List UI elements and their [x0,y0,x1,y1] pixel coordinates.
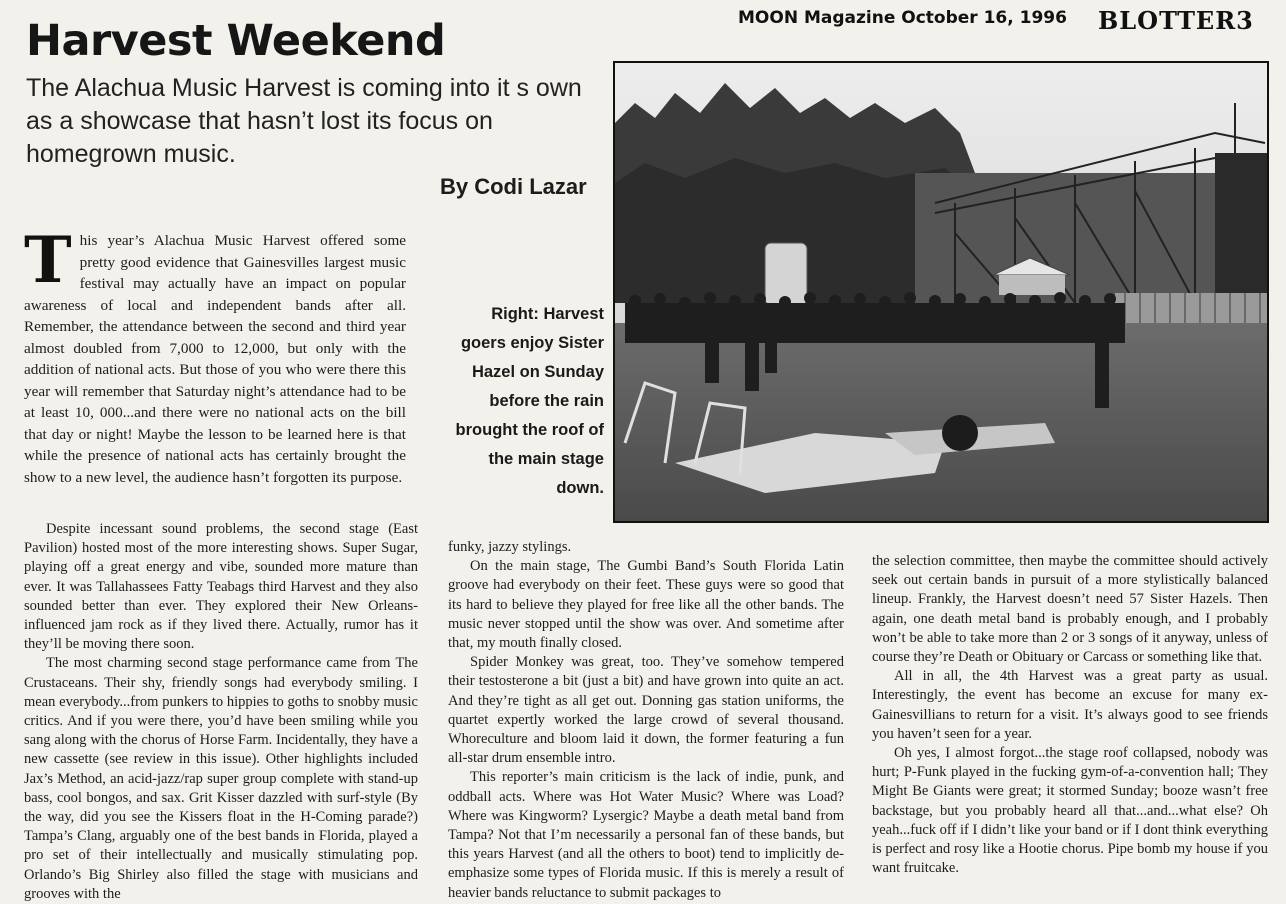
section-tag: BLOTTER3 [1098,6,1254,35]
lead-paragraph [24,223,406,488]
masthead-publication: MOON Magazine October 16, 1996 [738,8,1067,28]
byline: By Codi Lazar [440,174,587,199]
festival-photo [613,61,1269,523]
paragraph: On the main stage, The Gumbi Band’s South Florida Latin groove had everybody on their feet. These guys were so good that its hard to believe they played for free like all the other bands. The music never stopped until the show was over. And sometime after that, my mouth finally closed. [448,558,844,652]
paragraph: This reporter’s main criticism is the lack of indie, punk, and oddball acts. Where was Hot Water Music? Where was Load? Where was Kingworm? Lysergic? Maybe a death metal band from Tampa? Not that I’m necessarily a personal fan of these bands, but this years Harvest (and all the others to boot) tend to implicitly de-emphasize some types of Florida music. If this is merely a result of heavier bands reluctance to submit packages to [448,769,844,901]
paragraph-continued: funky, jazzy stylings. [448,539,572,555]
festival-photo-illustration [615,63,1267,521]
photo-caption: Right: Harvest goers enjoy Sister Hazel on Sunday before the rain brought the roof of the main stage down. [455,305,604,497]
article-column-3 [872,552,1268,878]
paragraph: Oh yes, I almost forgot...the stage roof collapsed, nobody was hurt; P-Funk played in the fucking gym-of-a-convention hall; They Might Be Giants were great; it stormed Sunday; booze wasn’t free backstage, but you probably heard all that...and...what else? Oh yeah...fuck off if I didn’t like your band or if I dont think everything is perfect and rosy like a Hootie chorus. Pipe bomb my house if you want fruitcake. [872,745,1268,877]
article-column-1 [24,520,418,904]
paragraph: Despite incessant sound problems, the second stage (East Pavilion) hosted most of the more interesting shows. Super Sugar, playing off a great energy and vibe, sounded more mature than ever. It was Tallahassees Fatty Teabags third Harvest and they also sounded better than ever. They explored their New Orleans-influenced jam rock as if they lived there. Actually, rumor has it they’ll be moving there soon. [24,521,418,653]
drop-cap: T [24,223,72,298]
deck: The Alachua Music Harvest is coming into it s own as a showcase that hasn’t lost its focus on homegrown music. [26,74,582,168]
paragraph: All in all, the 4th Harvest was a great party as usual. Interestingly, the event has become an excuse for many ex-Gainesvillians to return for a visit. It’s always good to see friends you haven’t seen for a year. [872,668,1268,742]
article-column-2 [448,538,844,903]
paragraph: The most charming second stage performance came from The Crustaceans. Their shy, friendly songs had everybody smiling. I mean everybody...from punkers to hippies to goths to snobby music critics. And if you were there, you’d have been smiling while you sang along with the chorus of Horse Farm. Incidentally, they have a new cassette (see review in this issue). Other highlights included Jax’s Method, an acid-jazz/rap super group complete with stand-up bass, cool bongos, and sax. Grit Kisser dazzled with surf-style (By the way, did you see the Kissers float in the H-Coming parade?) Tampa’s Clang, arguably one of the best bands in Florida, played a pro set of their intellectually and musically stimulating pop. Orlando’s Big Shirley also filled the stage with musicians and grooves with the [24,655,418,902]
lead-text: his year’s Alachua Music Harvest offered some pretty good evidence that Gainesvilles largest music festival may actually have an impact on popular awareness of local and independent bands after all. Remember, the attendance between the second and third year almost doubled from 7,000 to 12,000, but only with the addition of national acts. But those of you who were there this year will remember that Saturday night’s attendance had to be at least 10, 000...and there were no national acts on the bill that day or night! Maybe the lesson to be learned here is that while the presence of national acts has certainly brought the show to a new level, the audience hasn’t forgotten its purpose. [24,232,406,486]
paragraph-continued: the selection committee, then maybe the committee should actively seek out certain bands in pursuit of a more stylistically balanced lineup. Frankly, the Harvest doesn’t need 57 Sister Hazels. Then again, one death metal band is probably enough, and I probably won’t be able to take more than 2 or 3 songs of it anyway, unless of course they’re Death or Obituary or Carcass or something like that. [872,553,1268,666]
paragraph: Spider Monkey was great, too. They’ve somehow tempered their testosterone a bit (just a bit) and have grown into quite an act. And they’re tight as all get out. Donning gas station uniforms, the quartet expertly worked the large crowd of several thousand. Whoreculture and bloom laid it down, the former featuring a fun all-star drum ensemble intro. [448,654,844,767]
headline: Harvest Weekend [26,16,446,66]
